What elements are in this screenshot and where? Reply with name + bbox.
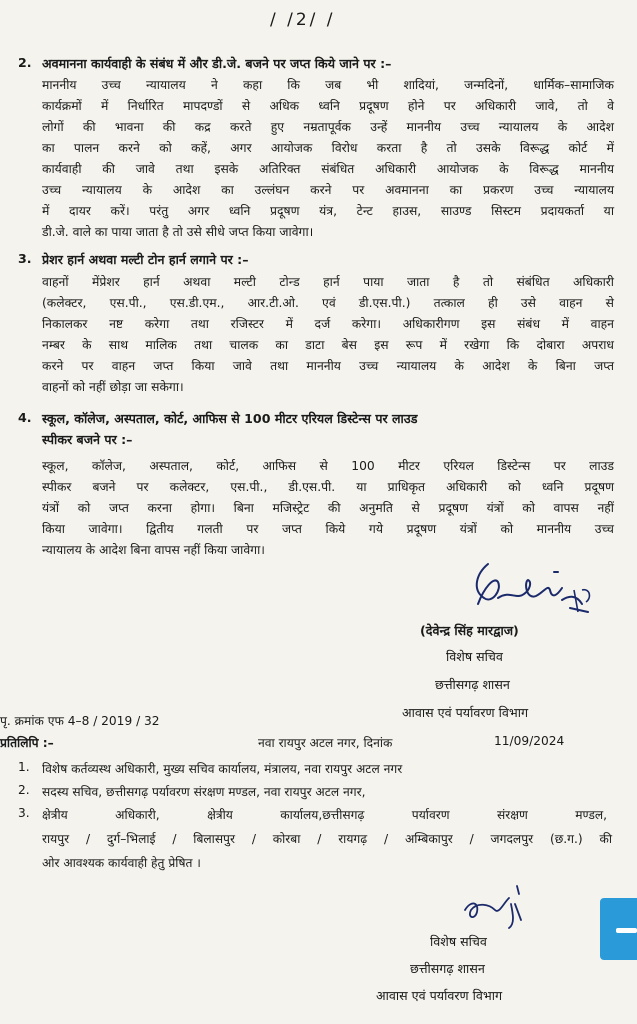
floating-side-button[interactable]: [600, 898, 637, 960]
section-3-line: नम्बर के साथ मालिक तथा चालक का डाटा बेस इस रूप में रखेगा कि दोबारा अपराध: [42, 338, 614, 352]
section-4-line: स्कूल, कॉलेज, अस्पताल, कोर्ट, आफिस से 100 मीटर एरियल डिस्टेन्स पर लाउड: [42, 459, 614, 473]
signatory-department: आवास एवं पर्यावरण विभाग: [402, 705, 529, 720]
section-4-number: 4.: [18, 410, 32, 425]
section-4-line: यंत्रों को जप्त करना होगा। बिना मजिस्ट्रेट की अनुमति से प्रदूषण यंत्रों को वापस नहीं: [42, 501, 614, 515]
signatory-name: (देवेन्द्र सिंह मारद्वाज): [420, 623, 519, 638]
reference-date: 11/09/2024: [494, 734, 565, 748]
section-2-line: कार्यवाही की जावे तथा इसके अतिरिक्त संबंधित अधिकारी आयोजक के विरूद्ध माननीय: [42, 162, 614, 176]
section-3-heading: प्रेशर हार्न अथवा मल्टी टोन हार्न लगाने पर :–: [42, 252, 249, 267]
section-2-line: माननीय उच्च न्यायालय ने कहा कि जब भी शादियां, जन्मदिनों, धार्मिक–सामाजिक: [42, 78, 614, 92]
section-2-line: कार्यक्रमों में निर्धारित मापदण्डों से अधिक ध्वनि प्रदूषण होने पर अधिकारी जावे, तो वे: [42, 99, 614, 113]
recipient-line: ओर आवश्यक कार्यवाही हेतु प्रेषित ।: [42, 856, 201, 870]
section-4-heading: स्कूल, कॉलेज, अस्पताल, कोर्ट, आफिस से 100 मीटर एरियल डिस्टेन्स पर लाउड: [42, 411, 418, 426]
section-4-line: न्यायालय के आदेश बिना वापस नहीं किया जावेगा।: [42, 543, 265, 557]
recipient-line: रायपुर / दुर्ग–भिलाई / बिलासपुर / कोरबा / रायगढ़ / अम्बिकापुर / जगदलपुर (छ.ग.) की: [42, 832, 612, 846]
page-number: / /2/ /: [270, 10, 336, 30]
signatory-government: छत्तीसगढ़ शासन: [435, 677, 510, 692]
section-3-line: वाहनों मेंप्रेशर हार्न अथवा मल्टी टोन्ड हार्न पाया जाता है तो संबंधित अधिकारी: [42, 275, 614, 289]
section-4-heading-continued: स्पीकर बजने पर :–: [42, 432, 133, 447]
section-2-line: डी.जे. वाले का पाया जाता है तो उसे सीधे जप्त किया जावेगा।: [42, 225, 314, 239]
section-2-line: का पालन करने को कहें, अगर आयोजक विरोध करता है तो उसके विरूद्ध कोर्ट में: [42, 141, 614, 155]
section-2-number: 2.: [18, 55, 32, 70]
signature-2-image: [455, 880, 535, 930]
copy-to-label: प्रतिलिपि :–: [0, 736, 54, 750]
section-4-line: किया जावेगा। द्वितीय गलती पर जप्त किये गये प्रदूषण यंत्रों को माननीय उच्च: [42, 522, 614, 536]
signatory-designation: विशेष सचिव: [446, 649, 503, 664]
reference-place-date: नवा रायपुर अटल नगर, दिनांक: [258, 736, 393, 750]
signature-image: [458, 560, 598, 620]
reference-number: पृ. क्रमांक एफ 4–8 / 2019 / 32: [0, 714, 160, 728]
section-2-heading: अवमानना कार्यवाही के संबंध में और डी.जे. बजने पर जप्त किये जाने पर :–: [42, 56, 392, 71]
signatory-2-government: छत्तीसगढ़ शासन: [410, 961, 485, 976]
section-2-line: लोगों की भावना की कद्र करते हुए नम्रतापूर्वक उन्हें माननीय उच्च न्यायालय के आदेश: [42, 120, 614, 134]
minus-icon: [616, 928, 637, 933]
recipient-line: विशेष कर्तव्यस्थ अधिकारी, मुख्य सचिव कार्यालय, मंत्रालय, नवा रायपुर अटल नगर: [42, 762, 403, 776]
section-3-line: वाहनों को नहीं छोड़ा जा सकेगा।: [42, 380, 184, 394]
recipient-number: 1.: [18, 760, 30, 774]
recipient-number: 2.: [18, 783, 30, 797]
recipient-line: सदस्य सचिव, छत्तीसगढ़ पर्यावरण संरक्षण मण्डल, नवा रायपुर अटल नगर,: [42, 785, 366, 799]
section-4-line: स्पीकर बजने पर कलेक्टर, एस.पी., डी.एस.पी. या प्राधिकृत अधिकारी को ध्वनि प्रदूषण: [42, 480, 614, 494]
section-3-line: (कलेक्टर, एस.पी., एस.डी.एम., आर.टी.ओ. एवं डी.एस.पी.) तत्काल ही उसे वाहन से: [42, 296, 614, 310]
signatory-2-designation: विशेष सचिव: [430, 934, 487, 949]
recipient-line: क्षेत्रीय अधिकारी, क्षेत्रीय कार्यालय,छत्तीसगढ़ पर्यावरण संरक्षण मण्डल,: [42, 808, 607, 822]
section-3-line: करने पर वाहन जप्त किया जावे तथा माननीय उच्च न्यायालय के आदेश के बिना जप्त: [42, 359, 614, 373]
recipient-number: 3.: [18, 806, 30, 820]
section-3-number: 3.: [18, 251, 32, 266]
section-2-line: में दायर करें। परंतु अगर ध्वनि प्रदूषण यंत्र, टेन्ट हाउस, साउण्ड सिस्टम प्रदायकर्ता या: [42, 204, 614, 218]
section-3-line: निकालकर नष्ट करेगा तथा रजिस्टर में दर्ज करेगा। अधिकारीगण इस संबंध में वाहन: [42, 317, 614, 331]
signatory-2-department: आवास एवं पर्यावरण विभाग: [376, 988, 503, 1003]
section-2-line: उच्च न्यायालय के आदेश का उल्लंघन करने पर अवमानना का प्रकरण उच्च न्यायालय: [42, 183, 614, 197]
